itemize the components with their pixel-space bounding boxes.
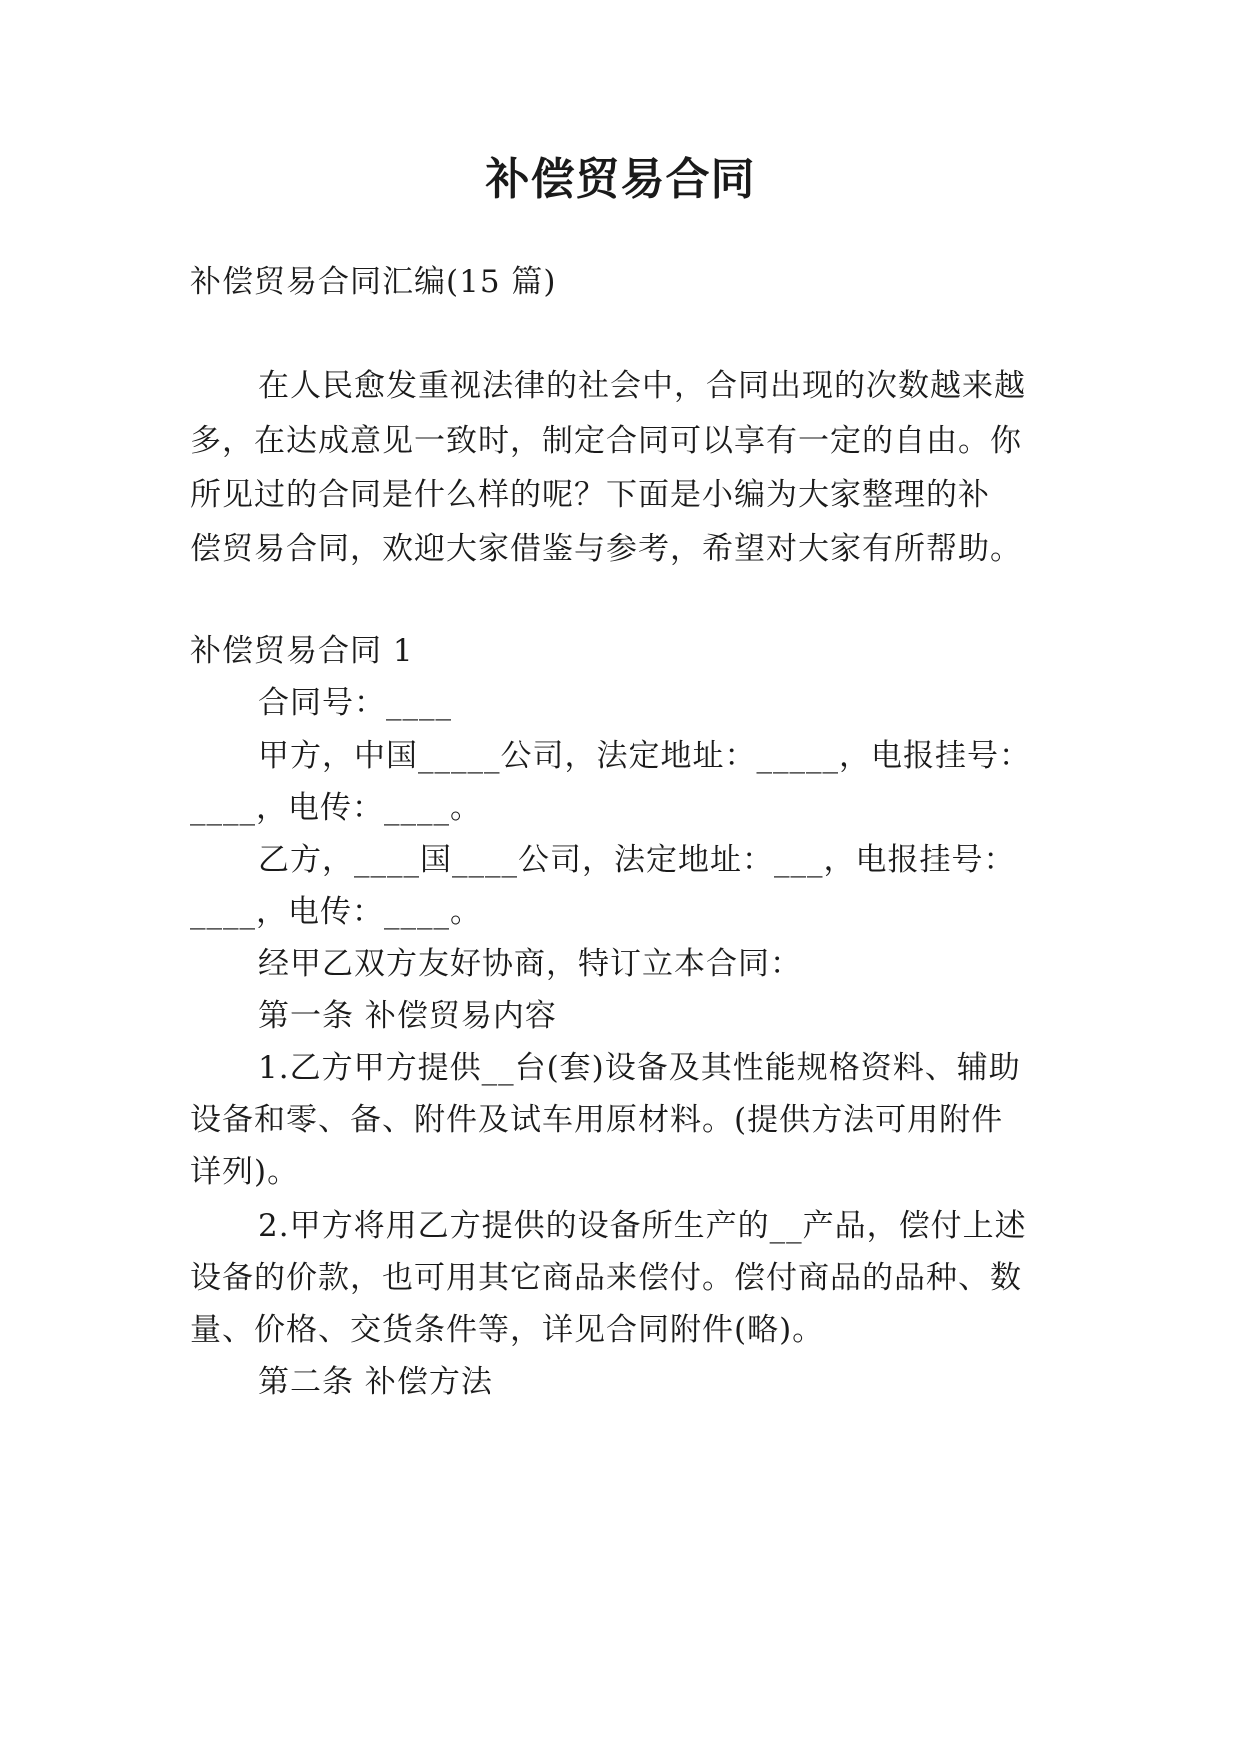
- document-subtitle: 补偿贸易合同汇编(15 篇): [190, 264, 557, 300]
- party-a-line-2: ____，电传：____。: [190, 790, 482, 826]
- article-1-item-2-line-2: 设备的价款，也可用其它商品来偿付。偿付商品的品种、数: [190, 1260, 1022, 1296]
- contract-number: 合同号：____: [258, 685, 452, 721]
- article-1-item-2-line-1: 2.甲方将用乙方提供的设备所生产的__产品，偿付上述: [258, 1208, 1027, 1244]
- document-title: 补偿贸易合同: [485, 154, 756, 205]
- party-a-line-1: 甲方，中国_____公司，法定地址：_____，电报挂号：: [258, 738, 1031, 774]
- article-1-title: 第一条 补偿贸易内容: [258, 998, 557, 1034]
- article-1-item-1-line-2: 设备和零、备、附件及试车用原材料。(提供方法可用附件: [190, 1102, 1004, 1138]
- party-b-line-2: ____，电传：____。: [190, 894, 482, 930]
- party-b-line-1: 乙方，____国____公司，法定地址：___，电报挂号：: [258, 842, 1016, 878]
- intro-line-2: 多，在达成意见一致时，制定合同可以享有一定的自由。你: [190, 423, 1022, 459]
- intro-line-3: 所见过的合同是什么样的呢？下面是小编为大家整理的补: [190, 477, 990, 513]
- article-2-title: 第二条 补偿方法: [258, 1364, 493, 1400]
- article-1-item-2-line-3: 量、价格、交货条件等，详见合同附件(略)。: [190, 1312, 825, 1348]
- agreement-statement: 经甲乙双方友好协商，特订立本合同：: [258, 946, 802, 982]
- article-1-item-1-line-3: 详列)。: [190, 1154, 300, 1190]
- intro-line-1: 在人民愈发重视法律的社会中，合同出现的次数越来越: [258, 368, 1026, 404]
- article-1-item-1-line-1: 1.乙方甲方提供__台(套)设备及其性能规格资料、辅助: [258, 1050, 1021, 1086]
- intro-line-4: 偿贸易合同，欢迎大家借鉴与参考，希望对大家有所帮助。: [190, 531, 1022, 567]
- section-title: 补偿贸易合同 1: [190, 633, 414, 669]
